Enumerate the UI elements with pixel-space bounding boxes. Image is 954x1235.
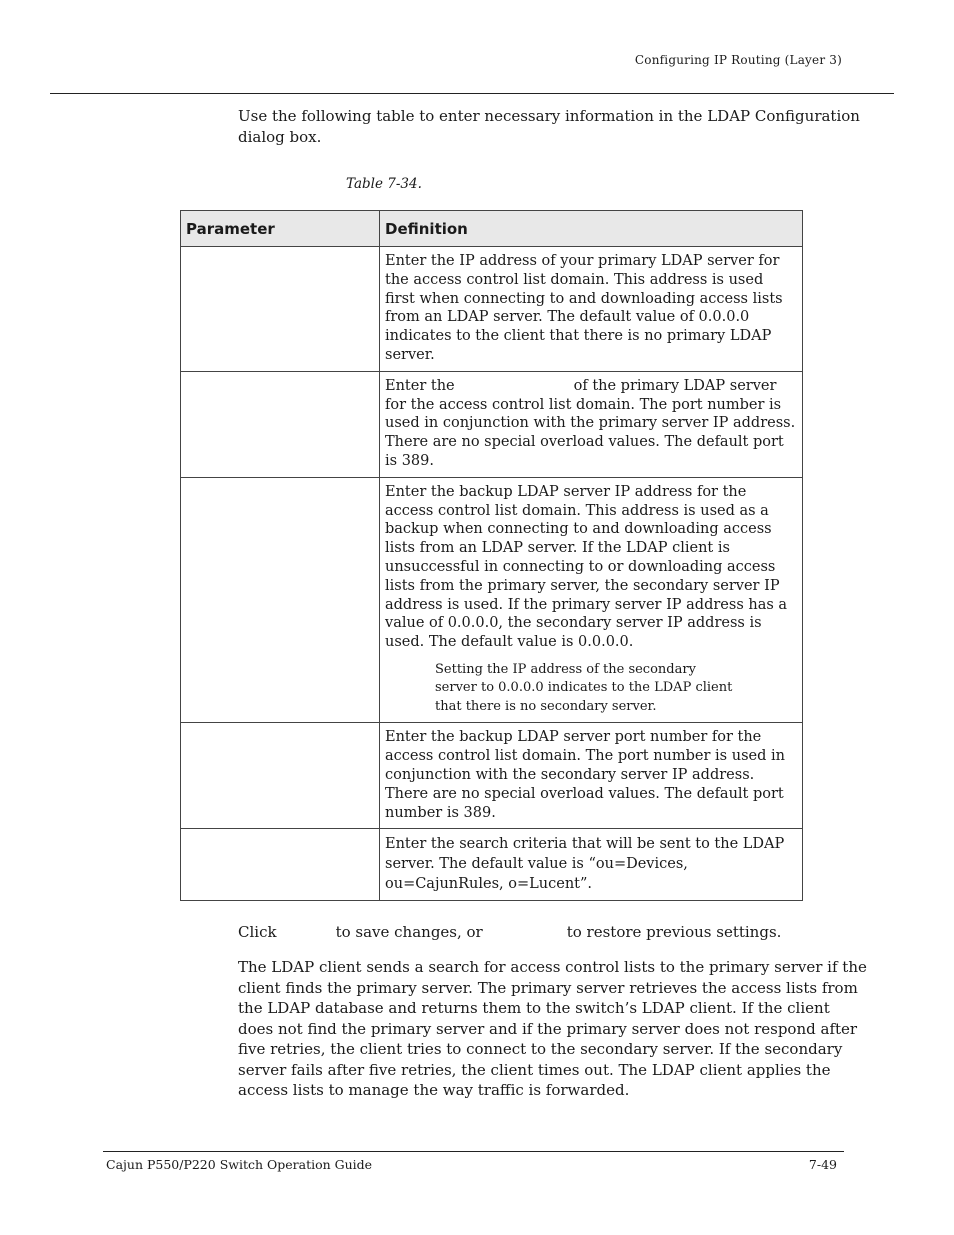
- table-row: [181, 477, 803, 723]
- table-row: [181, 829, 803, 901]
- click-instruction: [238, 922, 838, 943]
- intro-paragraph: Use the following table to enter necessary information in the LDAP Configuration dialog box.: [238, 107, 860, 146]
- parameter-cell: [181, 477, 380, 723]
- footer-title: Cajun P550/P220 Switch Operation Guide: [106, 1157, 373, 1172]
- body-paragraph: The LDAP client sends a search for access control lists to the primary server if the client finds the primary server. The primary server retrieves the access lists from the LDAP database and returns them to the switch’s LDAP client. If the client does not find the primary server and if the primary server does not respond after five retries, the client tries to connect to the secondary server. If the secondary server fails after five retries, the client times out. The LDAP client applies the access lists to manage the way traffic is forwarded.: [238, 958, 867, 1099]
- click-text-1: Click: [238, 923, 277, 941]
- definition-text-start: Enter the: [385, 377, 455, 394]
- table-caption: Table 7-34.: [346, 176, 422, 192]
- parameter-cell: [181, 829, 380, 901]
- definition-text: Enter the backup LDAP server IP address for the access control list domain. This address is used as a backup when connecting to and downloading access lists from an LDAP server. If the LDAP client is unsuccessful in connecting to or downloading access lists from the primary server, the secondary server IP address is used. If the primary server IP address has a value of 0.0.0.0, the secondary server IP address is used. The default value is 0.0.0.0.: [385, 483, 788, 651]
- parameter-cell: [181, 247, 380, 372]
- running-header: Configuring IP Routing (Layer 3): [634, 53, 842, 67]
- definition-cell: [380, 477, 803, 723]
- note-text: Setting the IP address of the secondary server to 0.0.0.0 indicates to the LDAP client that there is no secondary server.: [435, 661, 733, 714]
- column-header-parameter: Parameter: [181, 211, 380, 247]
- parameter-table: [180, 210, 803, 901]
- table-row: [181, 371, 803, 477]
- column-header-definition: Definition: [380, 211, 803, 247]
- table-row: [181, 723, 803, 829]
- parameter-cell: [181, 723, 380, 829]
- table-header-row: [181, 211, 803, 247]
- footer-rule: [103, 1151, 844, 1152]
- definition-cell: Enter the search criteria that will be sent to the LDAP server. The default value is “ou=Devices, ou=CajunRules, o=Lucent”.: [380, 829, 803, 901]
- definition-text-end: of the primary LDAP server for the access control list domain. The port number is used in conjunction with the primary server IP address. There are no special overload values. The default port is 389.: [385, 377, 796, 469]
- click-text-3: to restore previous settings.: [566, 923, 782, 941]
- definition-cell: Enter the backup LDAP server port number for the access control list domain. The port number is used in conjunction with the secondary server IP address. There are no special overload values. The default port number is 389.: [380, 723, 803, 829]
- definition-cell: Enter the IP address of your primary LDAP server for the access control list domain. This address is used first when connecting to and downloading access lists from an LDAP server. The default value of 0.0.0.0 indicates to the client that there is no primary LDAP server.: [380, 247, 803, 372]
- definition-cell: [380, 371, 803, 477]
- page-number: 7-49: [808, 1157, 837, 1172]
- table-row: [181, 247, 803, 372]
- click-text-2: to save changes, or: [335, 923, 483, 941]
- header-rule: [50, 93, 894, 94]
- parameter-cell: [181, 371, 380, 477]
